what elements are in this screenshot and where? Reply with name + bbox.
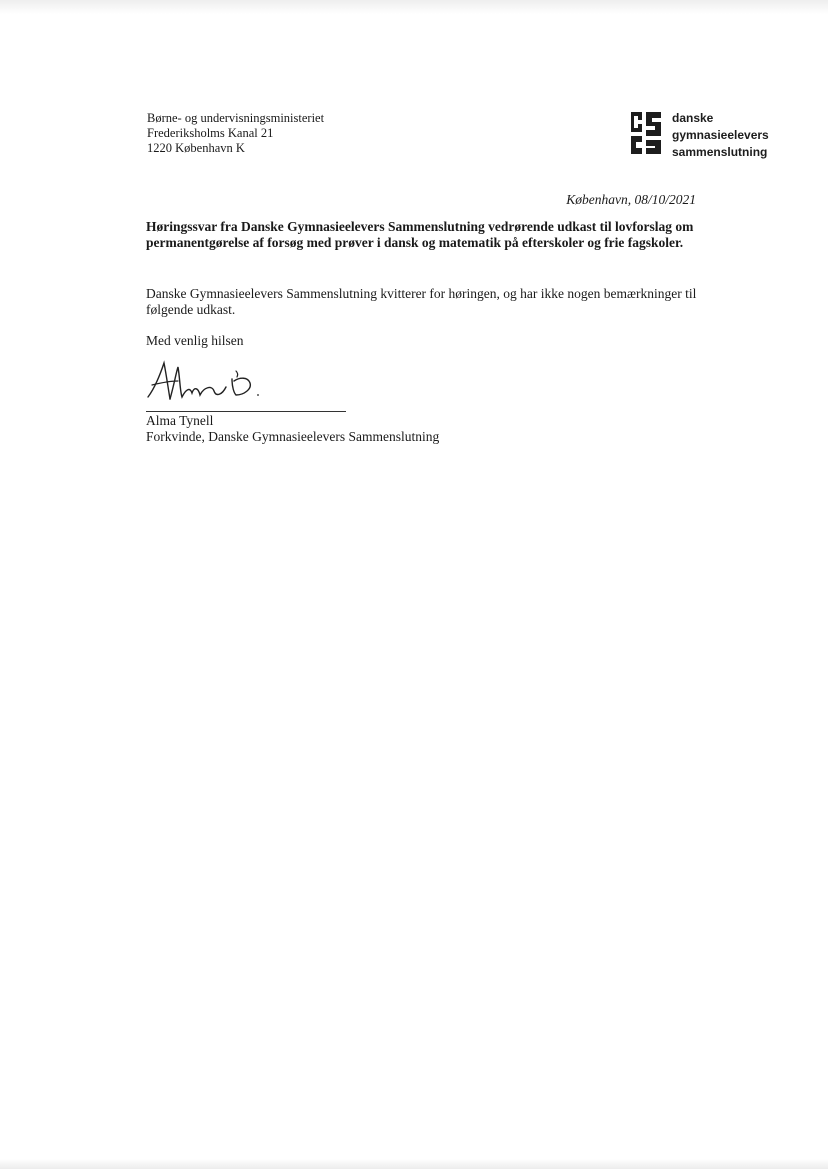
dgs-logo-mark-icon [628, 110, 664, 156]
signer-block [146, 413, 439, 445]
logo-text-line-2: gymnasieelevers [672, 128, 769, 142]
recipient-line-3: 1220 København K [147, 141, 245, 155]
scan-edge-top [0, 0, 828, 14]
letter-date: København, 08/10/2021 [566, 192, 696, 207]
signature-line [146, 411, 346, 412]
recipient-line-1: Børne- og undervisningsministeriet [147, 111, 325, 125]
recipient-address [147, 111, 324, 156]
logo-text-line-3: sammenslutning [672, 145, 768, 159]
recipient-line-2: Frederiksholms Kanal 21 [147, 126, 274, 140]
signer-name: Alma Tynell [146, 413, 214, 428]
letter-closing: Med venlig hilsen [146, 333, 244, 348]
dgs-logo [628, 110, 778, 166]
handwritten-signature [140, 355, 290, 413]
logo-text-line-1: danske [672, 111, 714, 125]
letter-subject: Høringssvar fra Danske Gymnasieelevers Sammenslutning vedrørende udkast til lovforslag om permanentgørelse af forsøg med prøver i dansk og matematik på efterskoler og frie fagskoler. [146, 219, 694, 250]
signer-title: Forkvinde, Danske Gymnasieelevers Sammenslutning [146, 429, 440, 444]
dgs-logo-wordmark [672, 110, 769, 161]
letter-body: Danske Gymnasieelevers Sammenslutning kvitterer for høringen, og har ikke nogen bemærkninger til følgende udkast. [146, 286, 697, 317]
scan-edge-bottom [0, 1159, 828, 1169]
